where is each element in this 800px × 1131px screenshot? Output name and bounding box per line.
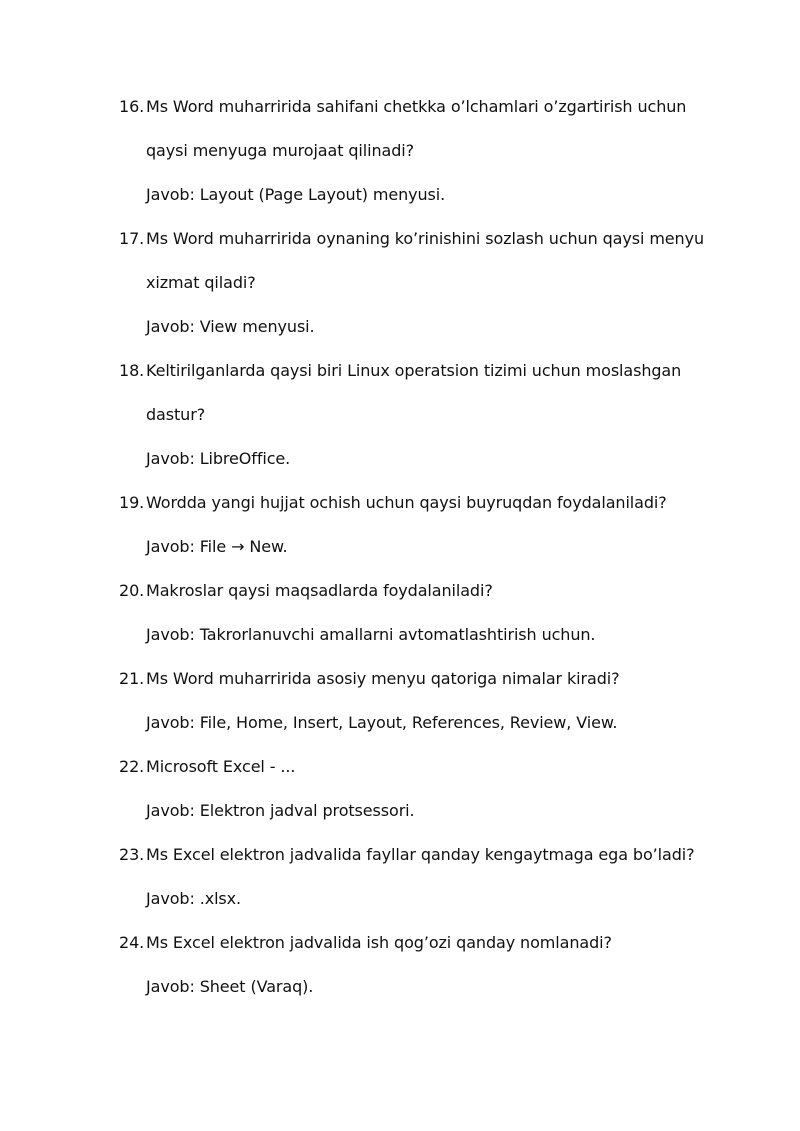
answer-text: Javob: LibreOffice.: [146, 449, 291, 468]
answer-line: [0, 882, 800, 926]
question-number: 16.: [119, 97, 145, 116]
question-item-20: [0, 574, 800, 662]
answer-text: Javob: View menyusi.: [146, 317, 315, 336]
question-line: [0, 398, 800, 442]
question-line: [0, 838, 800, 882]
question-number: 24.: [119, 933, 145, 952]
question-number: 17.: [119, 229, 145, 248]
answer-line: [0, 794, 800, 838]
question-text: dastur?: [146, 405, 206, 424]
answer-line: [0, 970, 800, 1014]
question-number: 19.: [119, 493, 145, 512]
question-text: Ms Word muharririda sahifani chetkka o’lchamlari o’zgartirish uchun: [146, 97, 687, 116]
question-text: Wordda yangi hujjat ochish uchun qaysi buyruqdan foydalaniladi?: [146, 493, 667, 512]
question-line: [0, 926, 800, 970]
question-item-24: [0, 926, 800, 1014]
question-item-16: [0, 90, 800, 222]
question-text: Keltirilganlarda qaysi biri Linux operatsion tizimi uchun moslashgan: [146, 361, 682, 380]
question-text: xizmat qiladi?: [146, 273, 256, 292]
question-line: [0, 354, 800, 398]
question-line: [0, 222, 800, 266]
question-number: 18.: [119, 361, 145, 380]
answer-line: [0, 530, 800, 574]
question-line: [0, 662, 800, 706]
question-text: Microsoft Excel - ...: [146, 757, 296, 776]
question-item-23: [0, 838, 800, 926]
question-text: Ms Word muharririda asosiy menyu qatoriga nimalar kiradi?: [146, 669, 620, 688]
question-number: 23.: [119, 845, 145, 864]
question-item-17: [0, 222, 800, 354]
question-line: [0, 486, 800, 530]
question-number: 20.: [119, 581, 145, 600]
question-item-22: [0, 750, 800, 838]
answer-line: [0, 706, 800, 750]
question-line: [0, 134, 800, 178]
question-item-18: [0, 354, 800, 486]
question-text: Ms Word muharririda oynaning ko’rinishini sozlash uchun qaysi menyu: [146, 229, 705, 248]
question-line: [0, 90, 800, 134]
question-line: [0, 574, 800, 618]
question-line: [0, 750, 800, 794]
question-line: [0, 266, 800, 310]
answer-line: [0, 442, 800, 486]
question-text: Ms Excel elektron jadvalida fayllar qanday kengaytmaga ega bo’ladi?: [146, 845, 695, 864]
answer-text: Javob: File, Home, Insert, Layout, References, Review, View.: [146, 713, 618, 732]
answer-text: Javob: File → New.: [146, 537, 288, 556]
question-text: qaysi menyuga murojaat qilinadi?: [146, 141, 415, 160]
answer-line: [0, 310, 800, 354]
answer-text: Javob: Layout (Page Layout) menyusi.: [146, 185, 446, 204]
question-text: Makroslar qaysi maqsadlarda foydalaniladi?: [146, 581, 493, 600]
answer-text: Javob: .xlsx.: [146, 889, 242, 908]
answer-text: Javob: Takrorlanuvchi amallarni avtomatlashtirish uchun.: [146, 625, 596, 644]
question-number: 22.: [119, 757, 145, 776]
question-list: [0, 90, 800, 1014]
answer-text: Javob: Elektron jadval protsessori.: [146, 801, 415, 820]
question-item-21: [0, 662, 800, 750]
answer-line: [0, 618, 800, 662]
question-item-19: [0, 486, 800, 574]
answer-text: Javob: Sheet (Varaq).: [146, 977, 314, 996]
answer-line: [0, 178, 800, 222]
question-text: Ms Excel elektron jadvalida ish qog’ozi qanday nomlanadi?: [146, 933, 612, 952]
question-number: 21.: [119, 669, 145, 688]
